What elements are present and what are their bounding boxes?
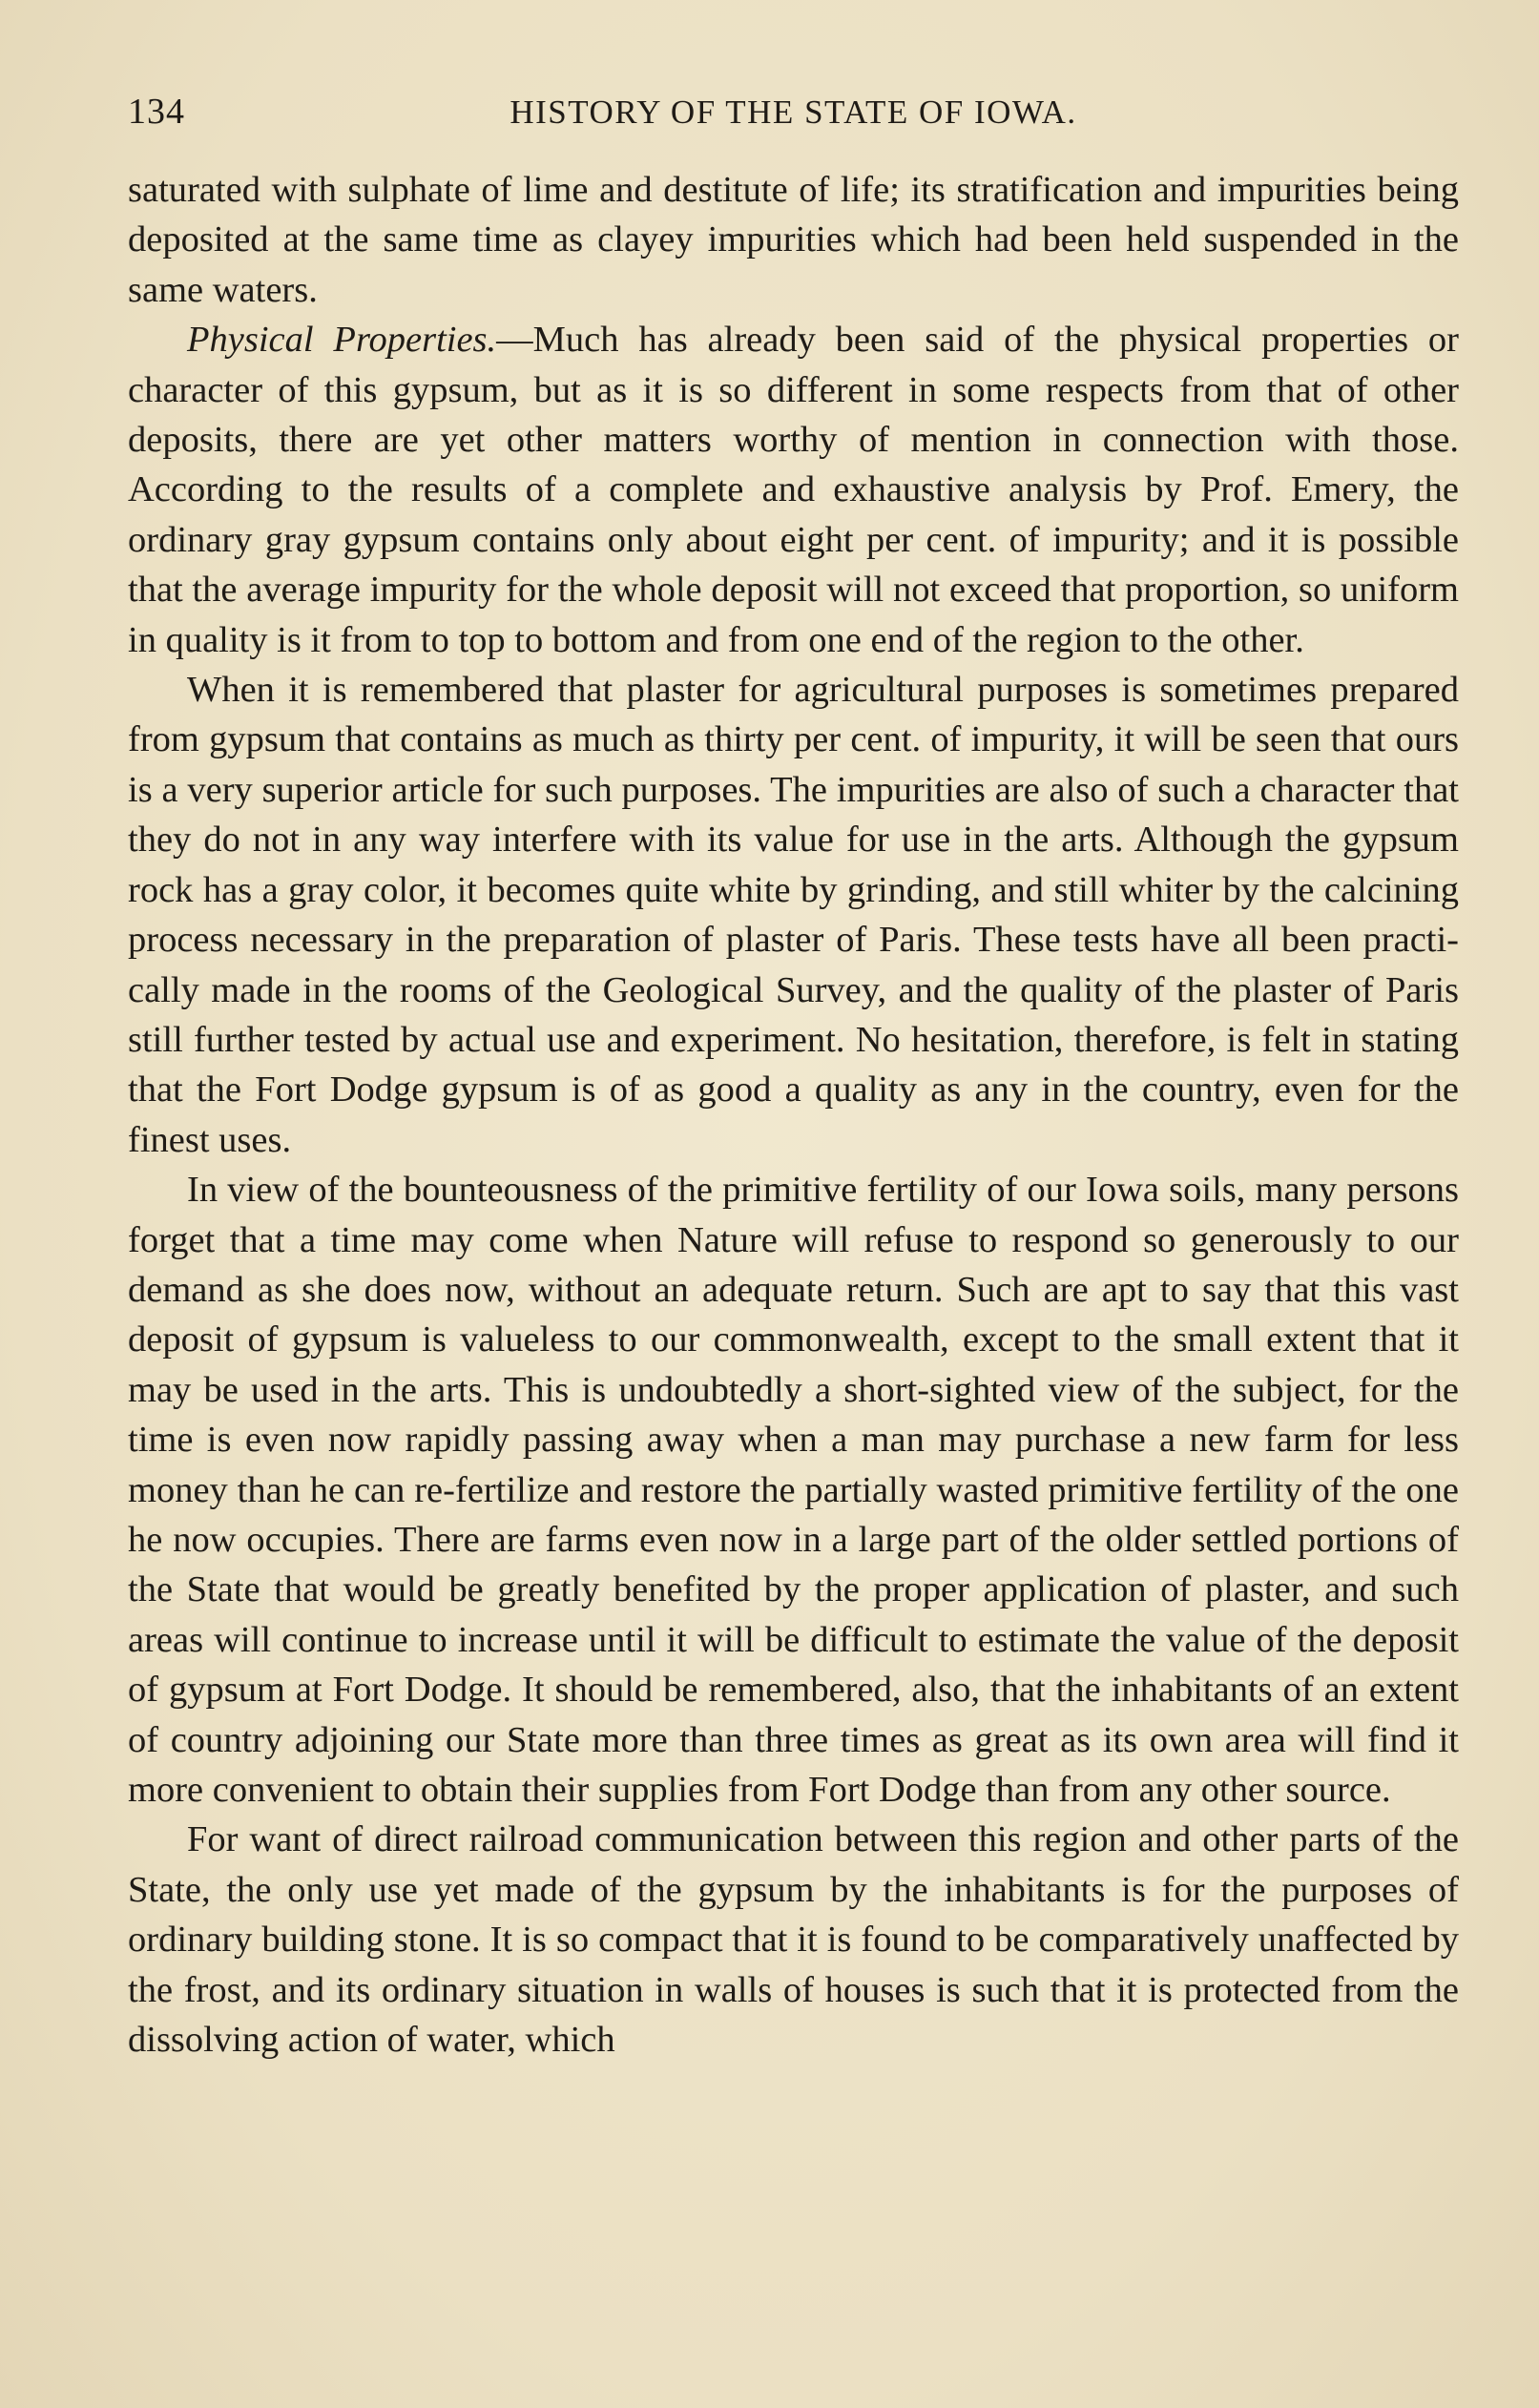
paragraph-soil-fertility: In view of the bounteousness of the primitive fertility of our Iowa soils, many persons forget that a time may come when Nature will refuse to respond so generously to our demand as she does now, without an adequate return. Such are apt to say that this vast deposit of gypsum is valueless to our commonwealth, except to the small extent that it may be used in the arts. This is undoubtedly a short-sighted view of the subject, for the time is even now rapidly passing away when a man may purchase a new farm for less money than he can re-fertilize and restore the partially wasted primitive fertility of the one he now occupies. There are farms even now in a large part of the older settled portions of the State that would be greatly benefited by the proper application of plaster, and such areas will continue to increase until it will be difficult to estimate the value of the deposit of gypsum at Fort Dodge. It should be remembered, also, that the inhabitants of an extent of country adjoining our State more than three times as great as its own area will find it more convenient to obtain their supplies from Fort Dodge than from any other source.	[128, 1170, 1459, 1810]
paragraph-building-stone: For want of direct railroad communication between this region and other parts of the State, the only use yet made of the gypsum by the inhabitants is for the purposes of ordinary building stone. It is so compact that it is found to be comparatively unaffected by the frost, and its ordinary situation in walls of houses is such that it is protected from the dissolving action of water, which	[128, 1819, 1459, 2061]
running-title: HISTORY OF THE STATE OF IOWA.	[510, 93, 1077, 131]
page-number: 134	[128, 92, 185, 132]
paragraph-physical-properties-text: —Much has already been said of the physical properties or character of this gypsum, but as it is so different in some respects from that of other deposits, there are yet other matters worthy of mention in connection with those. According to the results of a complete and exhaustive analysis by Prof. Emery, the ordinary gray gypsum contains only about eight per cent. of impurity; and it is possible that the average impurity for the whole deposit will not exceed that proportion, so uniform in quality is it from to top to bottom and from one end of the region to the other.	[128, 320, 1459, 660]
section-heading-physical-properties: Physical Properties.	[187, 320, 497, 361]
running-header	[128, 91, 1459, 157]
paragraph-physical-properties	[128, 315, 1459, 665]
page-text	[128, 91, 1459, 2065]
paragraph-continuation: saturated with sulphate of lime and destitute of life; its stratification and impurities being deposited at the same time as clayey impurities which had been held suspended in the same waters.	[128, 170, 1459, 310]
paragraph-agricultural-plaster: When it is remembered that plaster for agricultural purposes is sometimes prepared from gypsum that contains as much as thirty per cent. of impurity, it will be seen that ours is a very superior article for such purposes. The impurities are also of such a character that they do not in any way interfere with its value for use in the arts. Although the gypsum rock has a gray color, it becomes quite white by grinding, and still whiter by the calcining process necessary in the preparation of plaster of Paris. These tests have all been practically made in the rooms of the Geological Survey, and the quality of the plaster of Paris still further tested by actual use and experiment. No hesitation, therefore, is felt in stating that the Fort Dodge gypsum is of as good a quality as any in the country, even for the finest uses.	[128, 670, 1459, 1160]
